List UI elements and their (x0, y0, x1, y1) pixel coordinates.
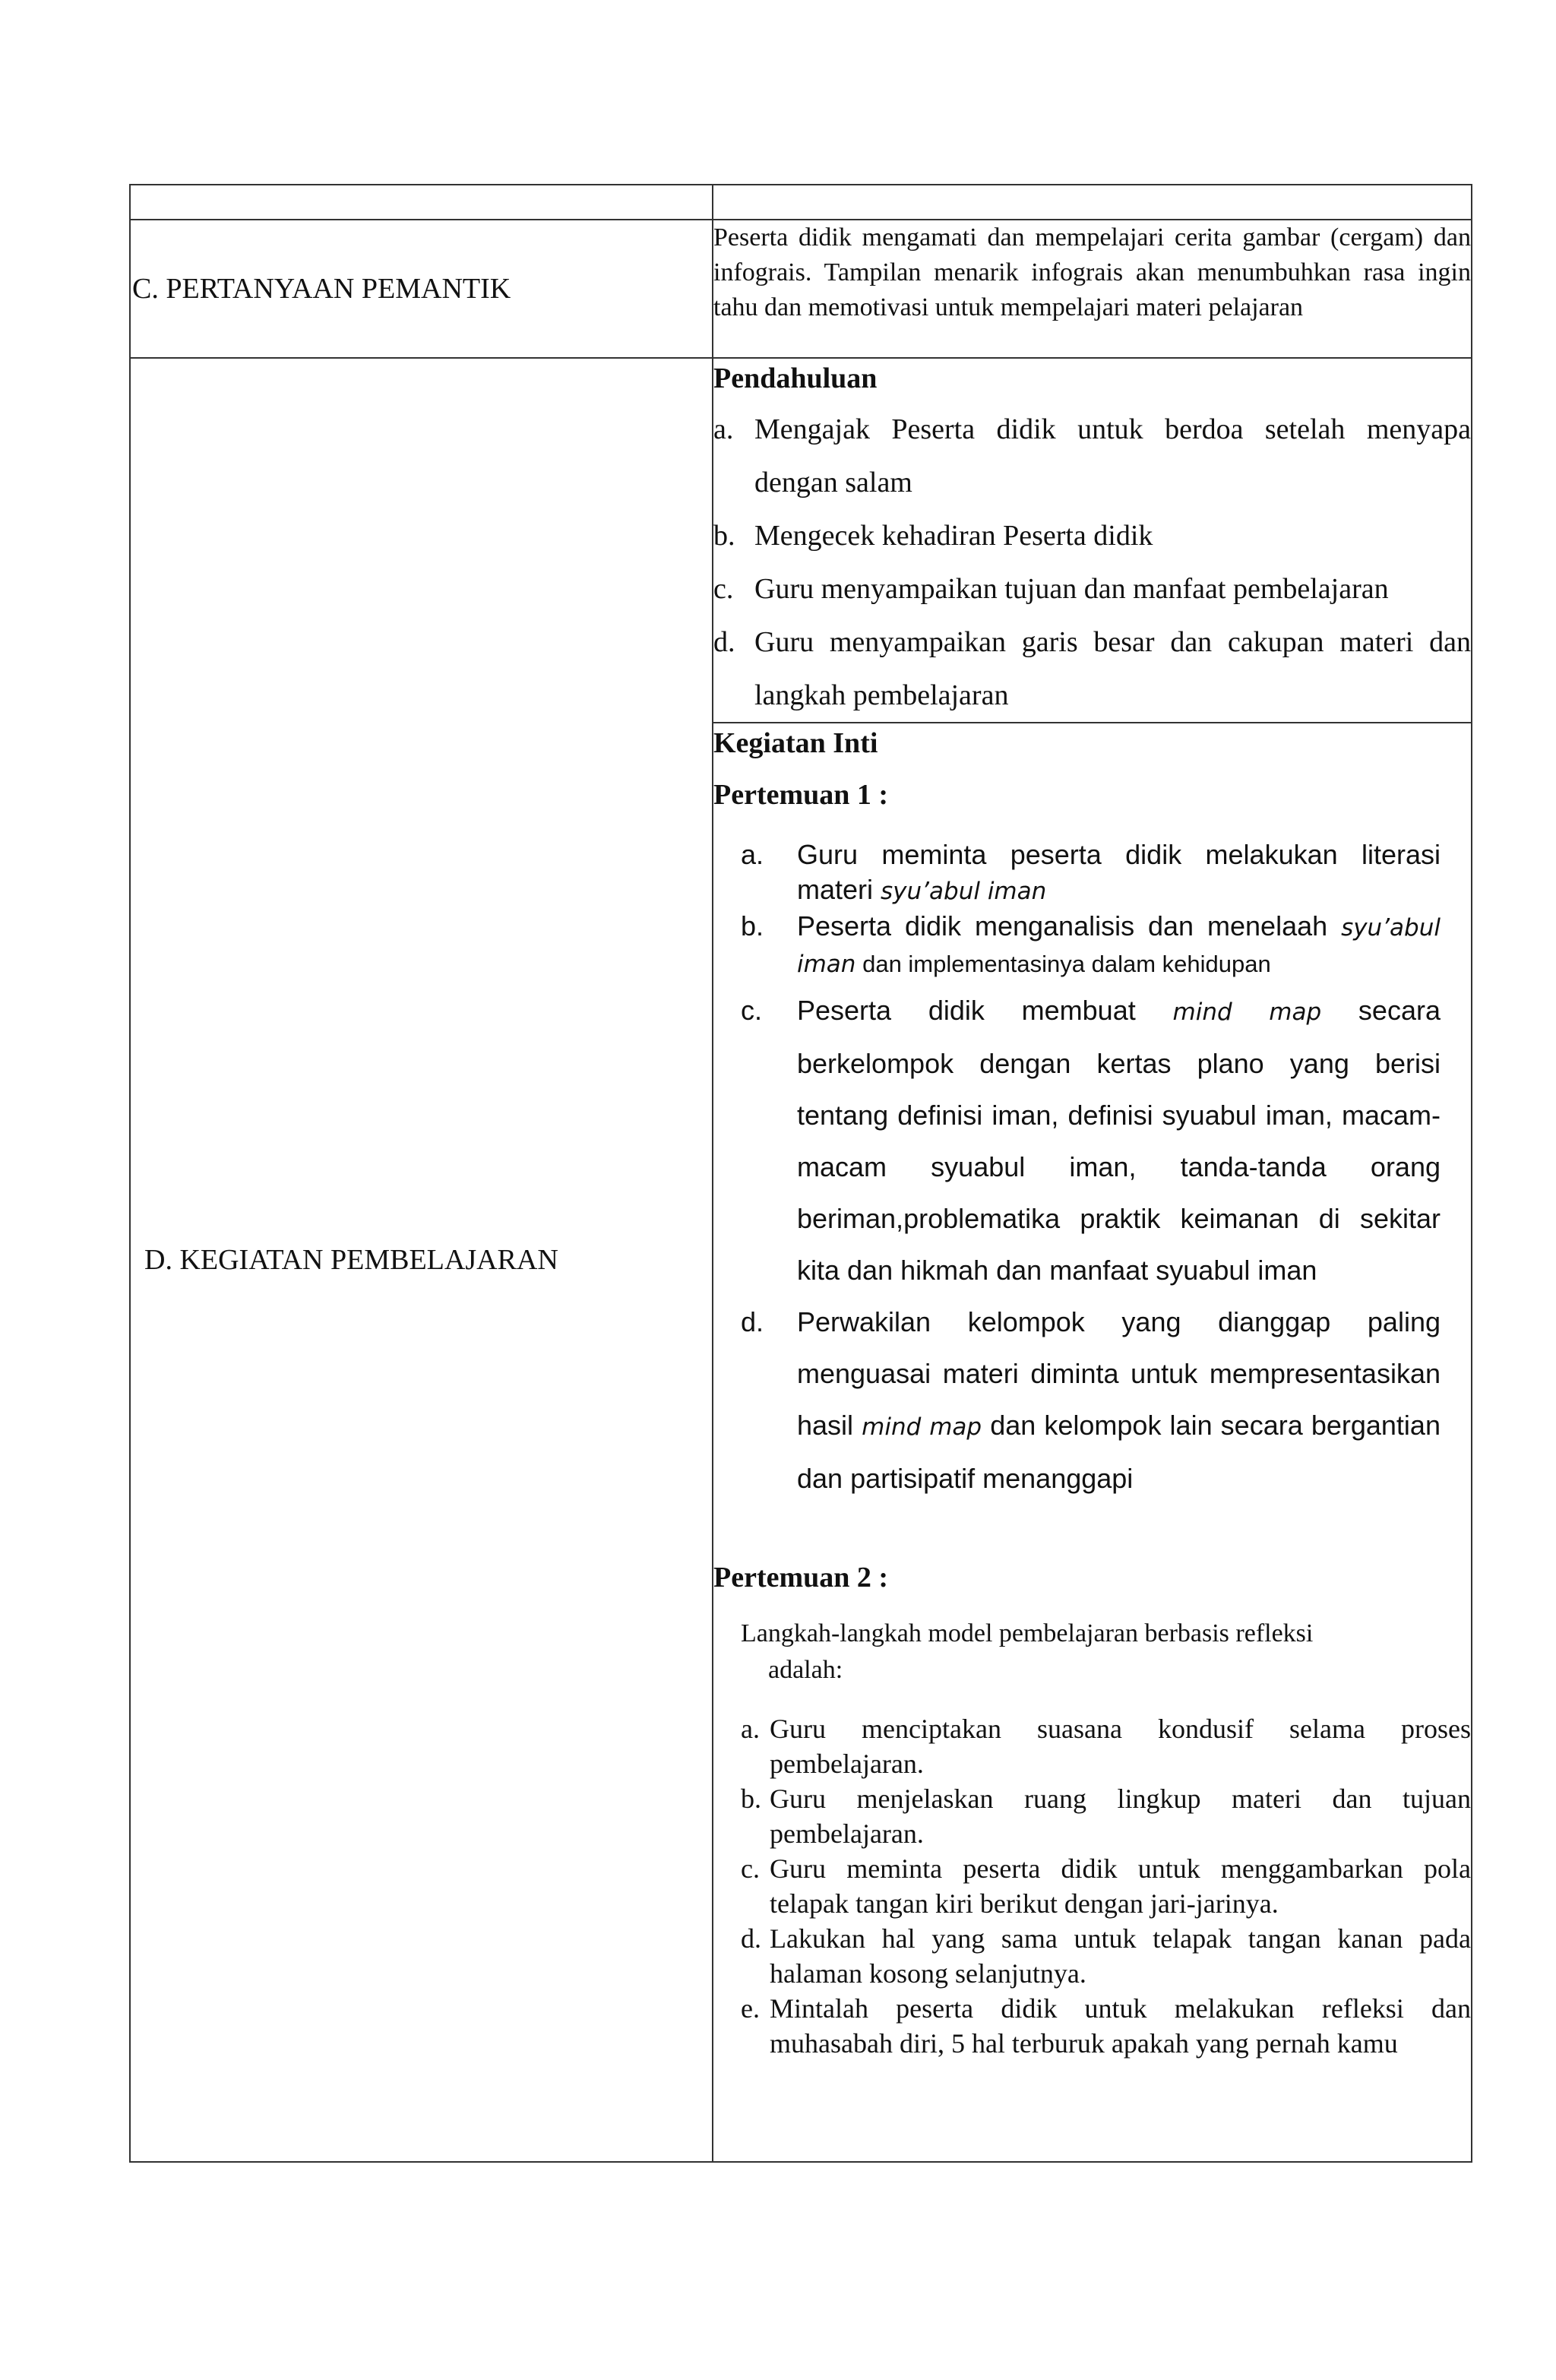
kegiatan-inti-cell (713, 723, 1472, 2162)
pertemuan-2-intro-line2: adalah: (768, 1656, 843, 1684)
pertemuan-2-intro (741, 1616, 1471, 1688)
pertemuan-2-intro-line1: Langkah-langkah model pembelajaran berbasis refleksi (741, 1619, 1314, 1647)
list-item: a. Guru meminta peserta didik melakukan literasi materi syu’abul iman (741, 839, 1441, 905)
section-c-label: C. PERTANYAAN PEMANTIK (130, 220, 713, 358)
row-kegiatan-pendahuluan (130, 358, 1472, 723)
pertemuan-1-list (741, 837, 1441, 1505)
pertemuan-2-list (741, 1711, 1471, 2061)
list-item: d. Perwakilan kelompok yang dianggap paling menguasai materi diminta untuk mempresentasikan hasil mind map dan kelompok lain secara bergantian dan partisipatif menanggapi (741, 1306, 1441, 1494)
section-d-label: D. KEGIATAN PEMBELAJARAN (130, 358, 713, 2162)
list-item: c. Peserta didik membuat mind map secara berkelompok dengan kertas plano yang berisi tentang definisi iman, definisi syuabul iman, macam-macam syuabul iman, tanda-tanda orang beriman,problematika praktik keimanan di sekitar kita dan hikmah dan manfaat syuabul iman (741, 995, 1441, 1286)
list-item: a. Guru menciptakan suasana kondusif selama proses pembelajaran. (741, 1714, 1471, 1779)
list-item: b. Peserta didik menganalisis dan menelaah syu’abul iman dan implementasinya dalam kehidupan (741, 910, 1441, 978)
list-item: d. Guru menyampaikan garis besar dan cakupan materi dan langkah pembelajaran (713, 626, 1471, 711)
empty-header-row (130, 185, 1472, 220)
pertemuan-1-heading: Pertemuan 1 : (713, 779, 889, 811)
list-item: c. Guru meminta peserta didik untuk menggambarkan pola telapak tangan kiri berikut dengan jari-jarinya. (741, 1853, 1471, 1919)
kegiatan-inti-heading: Kegiatan Inti (713, 727, 878, 759)
empty-cell-left (130, 185, 713, 220)
pendahuluan-list (713, 403, 1471, 722)
list-item: b. Mengecek kehadiran Peserta didik (713, 520, 1153, 552)
list-item: d. Lakukan hal yang sama untuk telapak tangan kanan pada halaman kosong selanjutnya. (741, 1923, 1471, 1989)
list-item: b. Guru menjelaskan ruang lingkup materi dan tujuan pembelajaran. (741, 1783, 1471, 1849)
pendahuluan-heading: Pendahuluan (713, 362, 878, 394)
pertemuan-2-heading: Pertemuan 2 : (713, 1562, 889, 1594)
section-c-content: Peserta didik mengamati dan mempelajari cerita gambar (cergam) dan infograis. Tampilan menarik infograis akan menumbuhkan rasa ingin tahu dan memotivasi untuk mempelajari materi pelajaran (713, 220, 1472, 358)
pendahuluan-cell (713, 358, 1472, 723)
list-item: a. Mengajak Peserta didik untuk berdoa setelah menyapa dengan salam (713, 413, 1471, 498)
lesson-plan-table (129, 184, 1472, 2163)
list-item: c. Guru menyampaikan tujuan dan manfaat pembelajaran (713, 573, 1389, 605)
empty-cell-right (713, 185, 1472, 220)
row-pertanyaan-pemantik (130, 220, 1472, 358)
list-item: e. Mintalah peserta didik untuk melakukan refleksi dan muhasabah diri, 5 hal terburuk apakah yang pernah kamu (741, 1993, 1471, 2059)
